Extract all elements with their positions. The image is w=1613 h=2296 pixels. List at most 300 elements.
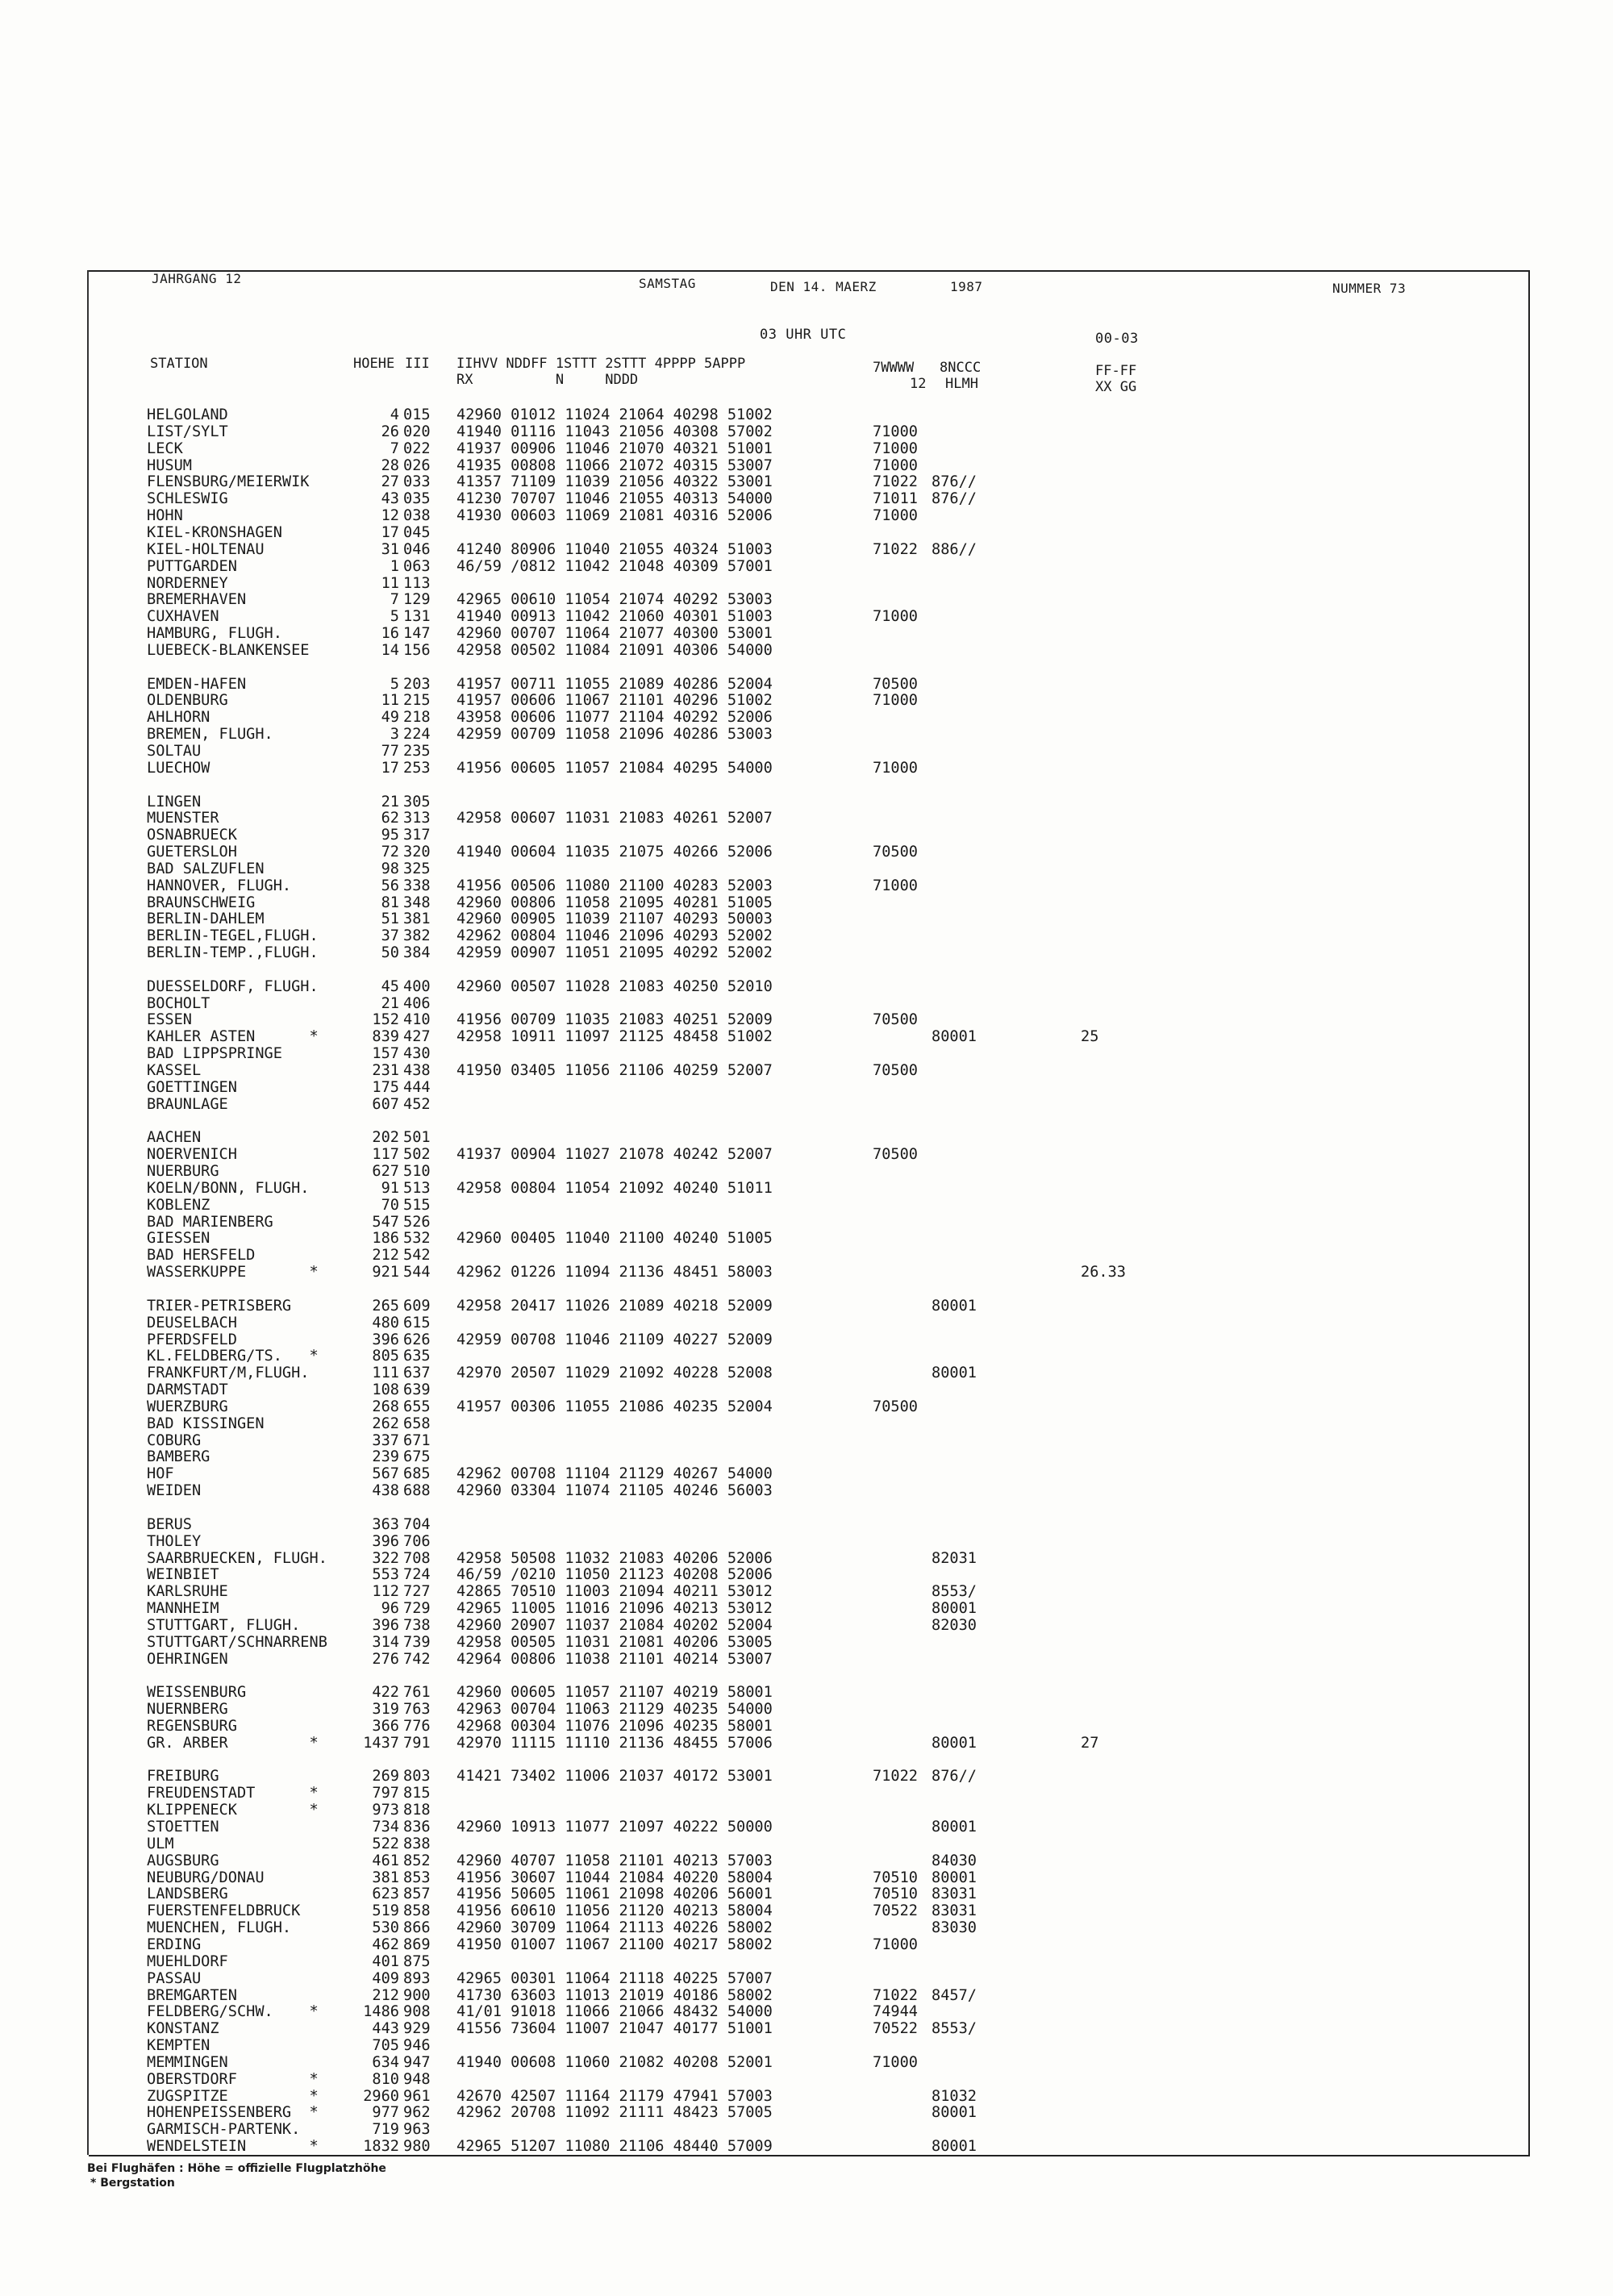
station-name: WASSERKUPPE * [147,1264,319,1281]
station-height: 461 [372,1852,399,1869]
station-height: 973 [372,1802,399,1819]
synop-codes: 41730 63603 11013 21019 40186 58002 [456,1986,773,2004]
station-id: 761 [403,1684,431,1702]
synop-codes: 42970 20507 11029 21092 40228 52008 [456,1365,773,1382]
station-name: TRIER-PETRISBERG [147,1297,292,1315]
synop-codes: 41956 50605 11061 21098 40206 56001 [456,1886,773,1903]
station-name: BRAUNLAGE [147,1095,228,1113]
station-name: ERDING [147,1936,202,1953]
table-row [0,474,1613,490]
station-height: 95 [381,827,399,844]
station-id: 156 [403,641,431,659]
synop-codes: 42960 20907 11037 21084 40202 52004 [456,1616,773,1634]
station-height: 438 [372,1482,399,1500]
table-row [0,576,1613,592]
synop-codes: 41950 01007 11067 21100 40217 58002 [456,1936,773,1953]
weather-group: 70500 [873,1146,918,1164]
station-height: 634 [372,2053,399,2071]
station-height: 98 [381,860,399,877]
station-height: 157 [372,1045,399,1063]
synop-codes: 42960 01012 11024 21064 40298 51002 [456,406,773,423]
station-id: 400 [403,977,431,995]
station-id: 544 [403,1264,431,1281]
synop-codes: 41556 73604 11007 21047 40177 51001 [456,2020,773,2038]
table-row [0,1853,1613,1869]
station-name: SAARBRUECKEN, FLUGH. [147,1549,327,1567]
station-id: 063 [403,557,431,575]
weather-group: 71000 [873,1936,918,1953]
station-name: ZUGSPITZE * [147,2087,319,2105]
station-id: 704 [403,1515,431,1533]
table-row [0,1265,1613,1281]
station-height: 17 [381,524,399,541]
station-id: 948 [403,2070,431,2088]
station-height: 62 [381,810,399,827]
station-name: BRAUNSCHWEIG [147,894,256,911]
table-row [0,1130,1613,1146]
station-id: 724 [403,1566,431,1584]
table-row [0,1988,1613,2004]
station-height: 28 [381,456,399,474]
station-height: 396 [372,1616,399,1634]
station-height: 2960 [363,2087,399,2105]
station-height: 21 [381,994,399,1012]
station-height: 12 [381,507,399,525]
station-name: HELGOLAND [147,406,228,423]
station-height: 152 [372,1011,399,1029]
station-name: DUESSELDORF, FLUGH. [147,977,319,995]
station-height: 14 [381,641,399,659]
cloud-group: 83031 [932,1886,977,1903]
station-height: 409 [372,1969,399,1987]
station-id: 129 [403,591,431,609]
station-id: 015 [403,406,431,423]
station-id: 215 [403,692,431,710]
station-id: 962 [403,2104,431,2122]
station-id: 147 [403,625,431,643]
station-name: LUEBECK-BLANKENSEE [147,641,310,659]
station-name: BERUS [147,1515,192,1533]
station-name: WEISSENBURG [147,1684,247,1702]
synop-codes: 41957 00306 11055 21086 40235 52004 [456,1398,773,1415]
station-id: 658 [403,1415,431,1432]
table-row [0,1971,1613,1987]
table-row [0,1903,1613,1919]
station-height: 1832 [363,2138,399,2156]
table-row [0,911,1613,927]
station-id: 035 [403,490,431,508]
station-height: 37 [381,927,399,945]
station-id: 706 [403,1532,431,1550]
table-row [0,1920,1613,1936]
header-jahrgang: JAHRGANG 12 [152,271,242,286]
wind-gust: 26.33 [1081,1264,1126,1281]
station-name: LANDSBERG [147,1886,228,1903]
station-height: 322 [372,1549,399,1567]
synop-codes: 41956 00506 11080 21100 40283 52003 [456,877,773,894]
station-id: 026 [403,456,431,474]
table-row [0,1248,1613,1264]
station-id: 980 [403,2138,431,2156]
table-row [0,1685,1613,1701]
station-name: NORDERNEY [147,574,228,592]
station-name: FLENSBURG/MEIERWIK [147,473,310,491]
synop-codes: 41937 00904 11027 21078 40242 52007 [456,1146,773,1164]
station-height: 627 [372,1163,399,1180]
table-row [0,1937,1613,1953]
table-row [0,1181,1613,1197]
station-id: 776 [403,1717,431,1735]
station-name: PUTTGARDEN [147,557,237,575]
station-height: 381 [372,1869,399,1886]
table-row [0,1517,1613,1533]
station-id: 320 [403,844,431,860]
synop-codes: 46/59 /0812 11042 21048 40309 57001 [456,557,773,575]
station-id: 203 [403,675,431,693]
station-height: 50 [381,944,399,962]
station-height: 839 [372,1028,399,1046]
synop-codes: 42960 03304 11074 21105 40246 56003 [456,1482,773,1500]
station-height: 623 [372,1886,399,1903]
station-name: KEMPTEN [147,2037,210,2054]
station-name: OSNABRUECK [147,827,237,844]
station-id: 609 [403,1297,431,1315]
weather-group: 71000 [873,877,918,894]
synop-codes: 41937 00906 11046 21070 40321 51001 [456,440,773,457]
station-height: 265 [372,1297,399,1315]
table-row [0,1954,1613,1970]
synop-codes: 42965 00301 11064 21118 40225 57007 [456,1969,773,1987]
footnote-mountain: * Bergstation [90,2177,175,2190]
station-name: BAD LIPPSPRINGE [147,1045,282,1063]
table-row [0,1365,1613,1381]
station-id: 381 [403,910,431,928]
synop-codes: 42958 00804 11054 21092 40240 51011 [456,1179,773,1197]
table-row [0,1231,1613,1247]
table-row [0,1063,1613,1079]
synop-codes: 42958 20417 11026 21089 40218 52009 [456,1297,773,1315]
table-row [0,878,1613,894]
station-id: 791 [403,1734,431,1752]
table-row [0,810,1613,827]
synop-codes: 42962 00708 11104 21129 40267 54000 [456,1465,773,1483]
station-height: 239 [372,1448,399,1466]
station-id: 444 [403,1078,431,1096]
station-name: OEHRINGEN [147,1650,228,1668]
header-day: SAMSTAG [639,276,696,291]
station-height: 319 [372,1701,399,1719]
table-row [0,458,1613,474]
station-name: HANNOVER, FLUGH. [147,877,292,894]
table-row [0,1012,1613,1028]
station-id: 961 [403,2087,431,2105]
station-name: KIEL-HOLTENAU [147,540,265,558]
cloud-group: 876// [932,473,977,491]
station-name: SCHLESWIG [147,490,228,508]
synop-codes: 42962 20708 11092 21111 48423 57005 [456,2104,773,2122]
station-height: 4 [390,406,399,423]
station-name: OLDENBURG [147,692,228,710]
station-height: 262 [372,1415,399,1432]
station-name: WENDELSTEIN * [147,2138,319,2156]
weather-group: 74944 [873,2003,918,2021]
synop-codes: 42959 00907 11051 21095 40292 52002 [456,944,773,962]
station-name: PASSAU [147,1969,202,1987]
station-name: GOETTINGEN [147,1078,237,1096]
station-id: 253 [403,759,431,777]
station-name: BERLIN-TEMP.,FLUGH. [147,944,319,962]
cloud-group: 80001 [932,1734,977,1752]
station-height: 11 [381,692,399,710]
station-name: DEUSELBACH [147,1314,237,1331]
station-id: 857 [403,1886,431,1903]
station-name: FELDBERG/SCHW. * [147,2003,319,2021]
station-height: 363 [372,1515,399,1533]
table-row [0,2105,1613,2121]
table-row [0,1567,1613,1583]
cloud-group: 83030 [932,1919,977,1937]
synop-codes: 42970 11115 11110 21136 48455 57006 [456,1734,773,1752]
cloud-group: 80001 [932,1869,977,1886]
station-height: 11 [381,574,399,592]
table-row [0,693,1613,709]
station-name: KIEL-KRONSHAGEN [147,524,282,541]
table-row [0,1769,1613,1785]
table-row [0,542,1613,558]
station-id: 875 [403,1952,431,1970]
station-name: NEUBURG/DONAU [147,1869,265,1886]
station-id: 671 [403,1431,431,1449]
synop-codes: 42960 40707 11058 21101 40213 57003 [456,1852,773,1869]
station-height: 276 [372,1650,399,1668]
station-id: 900 [403,1986,431,2004]
cloud-group: 8457/ [932,1986,977,2004]
station-name: NOERVENICH [147,1146,237,1164]
synop-codes: 42960 00806 11058 21095 40281 51005 [456,894,773,911]
footnote-airport: Bei Flughäfen : Höhe = offizielle Flugplatzhöhe [87,2162,386,2175]
station-name: BREMEN, FLUGH. [147,726,273,744]
station-name: ESSEN [147,1011,192,1029]
station-id: 946 [403,2037,431,2054]
station-name: WUERZBURG [147,1398,228,1415]
table-row [0,1147,1613,1163]
synop-codes: 42958 50508 11032 21083 40206 52006 [456,1549,773,1567]
weather-group: 71022 [873,1768,918,1786]
header-year: 1987 [950,279,983,294]
station-id: 502 [403,1146,431,1164]
table-row [0,559,1613,575]
station-name: STOETTEN [147,1819,219,1836]
cloud-group: 80001 [932,1819,977,1836]
station-height: 21 [381,793,399,810]
weather-group: 70500 [873,1062,918,1079]
station-name: ULM [147,1835,174,1852]
station-id: 908 [403,2003,431,2021]
cloud-group: 80001 [932,1297,977,1315]
station-height: 31 [381,540,399,558]
station-id: 729 [403,1600,431,1617]
station-id: 515 [403,1196,431,1214]
station-name: COBURG [147,1431,202,1449]
synop-codes: 43958 00606 11077 21104 40292 52006 [456,709,773,727]
table-row [0,1702,1613,1718]
station-name: HOHENPEISSENBERG * [147,2104,319,2122]
station-id: 020 [403,423,431,440]
table-row [0,827,1613,844]
table-row [0,1449,1613,1465]
table-row [0,2021,1613,2037]
station-id: 510 [403,1163,431,1180]
table-row [0,861,1613,877]
table-row [0,1416,1613,1432]
station-id: 022 [403,440,431,457]
table-row [0,1736,1613,1752]
table-row [0,1836,1613,1852]
station-name: BAD HERSFELD [147,1247,256,1265]
weather-group: 71000 [873,692,918,710]
station-id: 836 [403,1819,431,1836]
weather-group: 70500 [873,1398,918,1415]
synop-codes: 42960 00605 11057 21107 40219 58001 [456,1684,773,1702]
station-id: 430 [403,1045,431,1063]
station-name: HOF [147,1465,174,1483]
synop-codes: 42959 00708 11046 21109 40227 52009 [456,1331,773,1348]
station-name: DARMSTADT [147,1381,228,1398]
station-name: LUECHOW [147,759,210,777]
station-id: 963 [403,2121,431,2139]
synop-codes: 41956 00605 11057 21084 40295 54000 [456,759,773,777]
col-codes-header-1: IIHVV NDDFF 1STTT 2STTT 4PPPP 5APPP [456,356,746,372]
station-id: 313 [403,810,431,827]
weather-group: 71011 [873,490,918,508]
station-name: KARLSRUHE [147,1583,228,1601]
station-name: GARMISCH-PARTENK. [147,2121,301,2139]
station-id: 738 [403,1616,431,1634]
station-id: 727 [403,1583,431,1601]
station-height: 977 [372,2104,399,2122]
station-id: 406 [403,994,431,1012]
station-name: HUSUM [147,456,192,474]
table-row [0,1198,1613,1214]
time-label: 03 UHR UTC [760,327,847,343]
weather-group: 71000 [873,2053,918,2071]
synop-codes: 42958 10911 11097 21125 48458 51002 [456,1028,773,1046]
table-row [0,1652,1613,1668]
table-row [0,441,1613,457]
table-row [0,609,1613,625]
synop-codes: 42958 00607 11031 21083 40261 52007 [456,810,773,827]
synop-codes: 41956 00709 11035 21083 40251 52009 [456,1011,773,1029]
synop-codes: 42960 00405 11040 21100 40240 51005 [456,1230,773,1248]
wind-gust: 25 [1081,1028,1099,1046]
station-name: KL.FELDBERG/TS. * [147,1348,319,1365]
station-height: 522 [372,1835,399,1852]
station-height: 462 [372,1936,399,1953]
station-id: 513 [403,1179,431,1197]
station-name: STUTTGART/SCHNARRENB [147,1633,327,1651]
station-name: BERLIN-TEGEL,FLUGH. [147,927,319,945]
station-id: 526 [403,1213,431,1231]
synop-codes: 41935 00808 11066 21072 40315 53007 [456,456,773,474]
table-row [0,1399,1613,1415]
synop-codes: 41230 70707 11046 21055 40313 54000 [456,490,773,508]
station-name: HOHN [147,507,183,525]
synop-codes: 41956 30607 11044 21084 40220 58004 [456,1869,773,1886]
weather-group: 71000 [873,759,918,777]
cloud-group: 80001 [932,1600,977,1617]
station-height: 81 [381,894,399,911]
table-row [0,2055,1613,2071]
table-row [0,1298,1613,1315]
table-row [0,1870,1613,1886]
station-height: 607 [372,1095,399,1113]
station-height: 43 [381,490,399,508]
synop-codes: 41940 00604 11035 21075 40266 52006 [456,844,773,860]
station-id: 532 [403,1230,431,1248]
table-row [0,1466,1613,1482]
col-8n-header-2: HLMH [945,376,978,392]
station-height: 269 [372,1768,399,1786]
station-name: MUENSTER [147,810,219,827]
cloud-group: 876// [932,490,977,508]
station-height: 202 [372,1129,399,1147]
weather-group: 71000 [873,456,918,474]
station-height: 5 [390,675,399,693]
col-8n-header-1: 8NCCC [940,360,982,376]
station-id: 542 [403,1247,431,1265]
station-height: 1437 [363,1734,399,1752]
station-name: BREMGARTEN [147,1986,237,2004]
station-id: 382 [403,927,431,945]
station-id: 626 [403,1331,431,1348]
station-height: 72 [381,844,399,860]
table-row [0,1215,1613,1231]
station-id: 046 [403,540,431,558]
synop-codes: 41940 01116 11043 21056 40308 57002 [456,423,773,440]
table-row [0,2089,1613,2105]
station-name: BAD KISSINGEN [147,1415,265,1432]
table-row [0,2004,1613,2020]
station-id: 410 [403,1011,431,1029]
station-name: EMDEN-HAFEN [147,675,247,693]
station-name: PFERDSFELD [147,1331,237,1348]
station-name: KAHLER ASTEN * [147,1028,319,1046]
station-name: FREUDENSTADT * [147,1785,319,1802]
table-row [0,1584,1613,1600]
station-height: 5 [390,608,399,626]
station-height: 530 [372,1919,399,1937]
station-name: LINGEN [147,793,202,810]
table-row [0,2122,1613,2138]
synop-codes: 41956 60610 11056 21120 40213 58004 [456,1902,773,1920]
station-name: WEINBIET [147,1566,219,1584]
col-7w-header-2: 12 [910,376,927,392]
station-id: 639 [403,1381,431,1398]
station-id: 317 [403,827,431,844]
station-name: GUETERSLOH [147,844,237,860]
cloud-group: 84030 [932,1852,977,1869]
station-name: FREIBURG [147,1768,219,1786]
synop-codes: 42968 00304 11076 21096 40235 58001 [456,1717,773,1735]
col-hoehe-header: HOEHE [353,356,395,372]
station-height: 396 [372,1532,399,1550]
cloud-group: 82031 [932,1549,977,1567]
station-height: 96 [381,1600,399,1617]
station-height: 519 [372,1902,399,1920]
table-row [0,1164,1613,1180]
station-name: AACHEN [147,1129,202,1147]
station-name: KLIPPENECK * [147,1802,319,1819]
